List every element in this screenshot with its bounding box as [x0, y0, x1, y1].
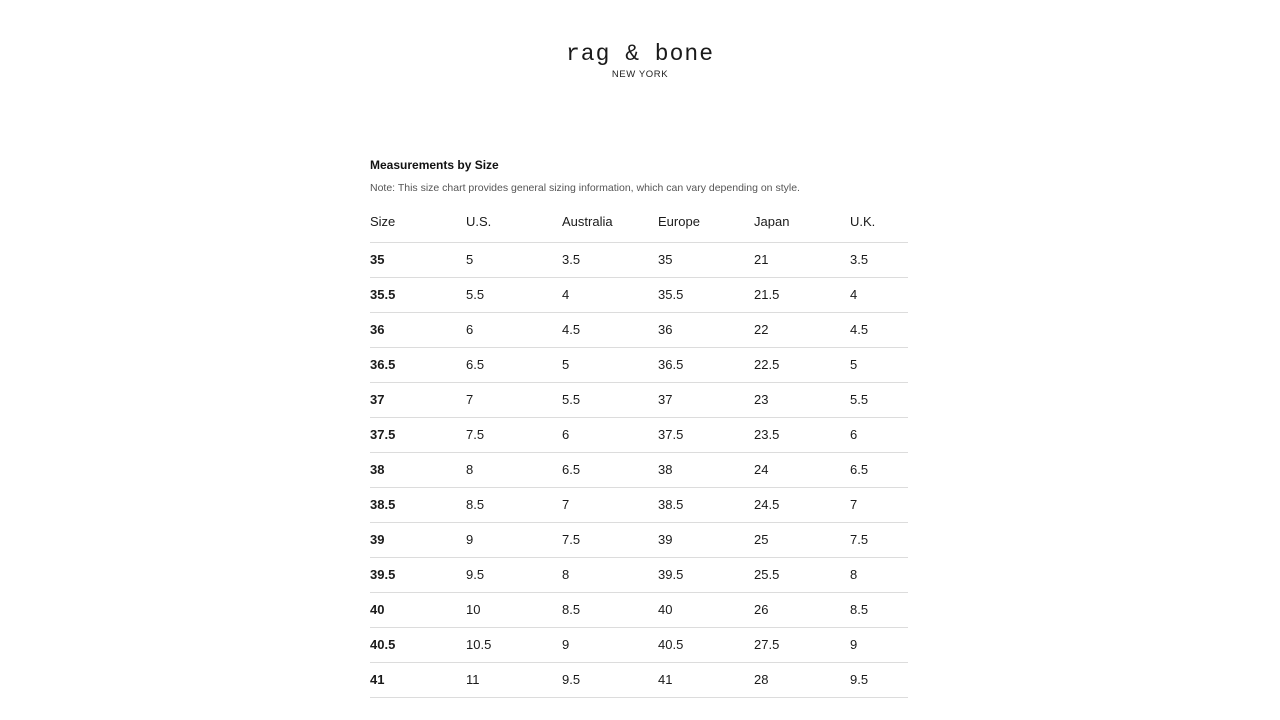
brand-logo[interactable]: [0, 41, 1280, 80]
cell-uk: 8: [850, 557, 908, 592]
cell-us: 6: [466, 312, 562, 347]
cell-australia: 4.5: [562, 312, 658, 347]
table-row: [370, 277, 908, 312]
cell-europe: 36.5: [658, 347, 754, 382]
table-row: [370, 242, 908, 277]
cell-europe: 39.5: [658, 557, 754, 592]
cell-europe: 38.5: [658, 487, 754, 522]
cell-japan: 25.5: [754, 557, 850, 592]
size-chart-title: Measurements by Size: [370, 158, 499, 172]
column-header-japan: Japan: [754, 209, 850, 242]
cell-japan: 28: [754, 662, 850, 697]
column-header-us: U.S.: [466, 209, 562, 242]
cell-size: 35: [370, 242, 466, 277]
cell-us: 8.5: [466, 487, 562, 522]
cell-europe: 37.5: [658, 417, 754, 452]
cell-us: 9.5: [466, 557, 562, 592]
cell-australia: 7.5: [562, 522, 658, 557]
table-row: [370, 627, 908, 662]
table-row: [370, 312, 908, 347]
table-row: [370, 347, 908, 382]
cell-australia: 8.5: [562, 592, 658, 627]
cell-japan: 23: [754, 382, 850, 417]
cell-australia: 9.5: [562, 662, 658, 697]
cell-japan: 25: [754, 522, 850, 557]
table-header-row: [370, 209, 908, 242]
cell-uk: 8.5: [850, 592, 908, 627]
brand-name: rag & bone: [565, 41, 715, 67]
table-row: [370, 662, 908, 697]
cell-uk: 6: [850, 417, 908, 452]
cell-europe: 37: [658, 382, 754, 417]
cell-uk: 7.5: [850, 522, 908, 557]
cell-us: 11: [466, 662, 562, 697]
cell-europe: 40: [658, 592, 754, 627]
cell-us: 7: [466, 382, 562, 417]
cell-australia: 5.5: [562, 382, 658, 417]
cell-uk: 4: [850, 277, 908, 312]
size-chart-body: [370, 242, 908, 697]
cell-us: 10: [466, 592, 562, 627]
cell-japan: 24: [754, 452, 850, 487]
cell-size: 38.5: [370, 487, 466, 522]
cell-australia: 4: [562, 277, 658, 312]
cell-japan: 21.5: [754, 277, 850, 312]
cell-europe: 41: [658, 662, 754, 697]
cell-size: 40.5: [370, 627, 466, 662]
cell-us: 7.5: [466, 417, 562, 452]
cell-japan: 22.5: [754, 347, 850, 382]
size-chart-note: Note: This size chart provides general sizing information, which can vary depending on style.: [370, 182, 800, 194]
table-row: [370, 417, 908, 452]
cell-size: 41: [370, 662, 466, 697]
cell-europe: 36: [658, 312, 754, 347]
cell-size: 39: [370, 522, 466, 557]
table-row: [370, 557, 908, 592]
cell-australia: 5: [562, 347, 658, 382]
cell-japan: 26: [754, 592, 850, 627]
cell-us: 5: [466, 242, 562, 277]
cell-australia: 9: [562, 627, 658, 662]
cell-europe: 35.5: [658, 277, 754, 312]
column-header-uk: U.K.: [850, 209, 908, 242]
cell-europe: 40.5: [658, 627, 754, 662]
cell-size: 36.5: [370, 347, 466, 382]
cell-uk: 6.5: [850, 452, 908, 487]
cell-size: 39.5: [370, 557, 466, 592]
cell-japan: 27.5: [754, 627, 850, 662]
cell-australia: 6: [562, 417, 658, 452]
column-header-australia: Australia: [562, 209, 658, 242]
table-row: [370, 452, 908, 487]
cell-japan: 23.5: [754, 417, 850, 452]
cell-europe: 38: [658, 452, 754, 487]
cell-japan: 24.5: [754, 487, 850, 522]
table-row: [370, 522, 908, 557]
size-chart-table: [370, 209, 908, 698]
cell-us: 5.5: [466, 277, 562, 312]
cell-uk: 5.5: [850, 382, 908, 417]
cell-size: 38: [370, 452, 466, 487]
cell-japan: 21: [754, 242, 850, 277]
cell-australia: 7: [562, 487, 658, 522]
table-row: [370, 382, 908, 417]
cell-uk: 7: [850, 487, 908, 522]
cell-us: 10.5: [466, 627, 562, 662]
cell-size: 36: [370, 312, 466, 347]
brand-subtitle: NEW YORK: [611, 69, 669, 80]
cell-size: 35.5: [370, 277, 466, 312]
table-row: [370, 592, 908, 627]
cell-us: 8: [466, 452, 562, 487]
cell-size: 37: [370, 382, 466, 417]
cell-us: 9: [466, 522, 562, 557]
cell-uk: 4.5: [850, 312, 908, 347]
cell-size: 37.5: [370, 417, 466, 452]
cell-europe: 35: [658, 242, 754, 277]
cell-us: 6.5: [466, 347, 562, 382]
table-row: [370, 487, 908, 522]
cell-size: 40: [370, 592, 466, 627]
size-chart-section: [370, 157, 908, 698]
cell-uk: 5: [850, 347, 908, 382]
cell-uk: 9.5: [850, 662, 908, 697]
cell-australia: 6.5: [562, 452, 658, 487]
cell-australia: 3.5: [562, 242, 658, 277]
cell-europe: 39: [658, 522, 754, 557]
column-header-europe: Europe: [658, 209, 754, 242]
cell-uk: 9: [850, 627, 908, 662]
column-header-size: Size: [370, 209, 466, 242]
cell-australia: 8: [562, 557, 658, 592]
cell-japan: 22: [754, 312, 850, 347]
cell-uk: 3.5: [850, 242, 908, 277]
